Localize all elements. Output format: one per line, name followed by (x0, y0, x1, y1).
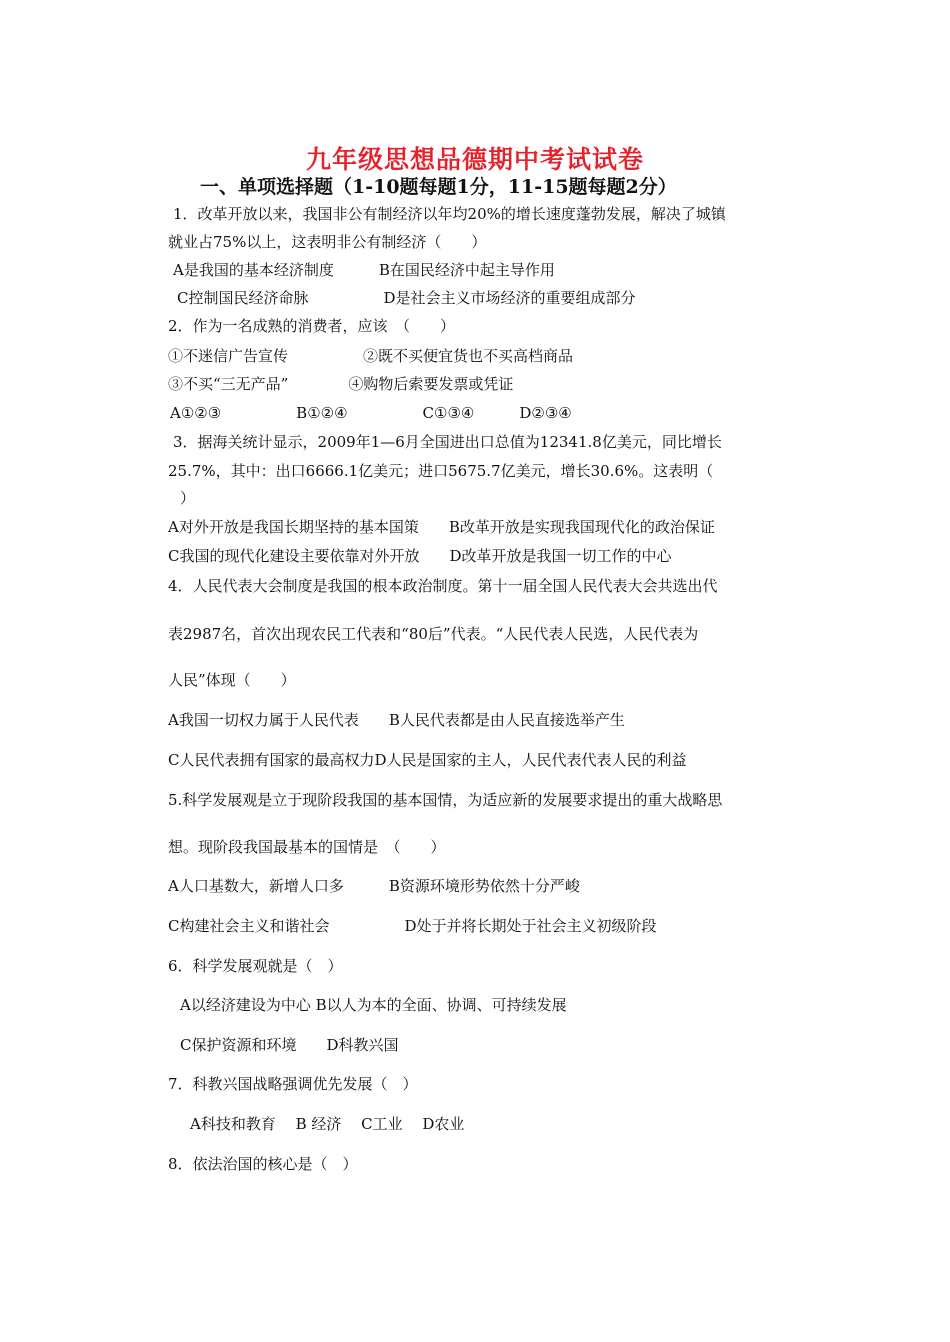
q4-stem-line2: 表2987名，首次出现农民工代表和“80后”代表。“人民代表人民选，人民代表为 (168, 625, 699, 643)
q2-options: A①②③ B①②④ C①③④ D②③④ (170, 404, 572, 422)
q3-stem-line2: 25.7%，其中：出口6666.1亿美元；进口5675.7亿美元，增长30.6%。这表明（ (168, 462, 714, 480)
q5-stem-line1: 5.科学发展观是立于现阶段我国的基本国情，为适应新的发展要求提出的重大战略思 (168, 791, 723, 809)
q6-options-cd: C保护资源和环境 D科教兴国 (180, 1036, 399, 1054)
q2-stem: 2．作为一名成熟的消费者，应该 （ ） (168, 317, 456, 335)
q4-stem-line3: 人民”体现（ ） (168, 671, 296, 689)
q3-stem-line3: ） (180, 489, 196, 507)
q5-stem-line2: 想。现阶段我国最基本的国情是 （ ） (168, 838, 446, 856)
q1-options-ab: A是我国的基本经济制度 B在国民经济中起主导作用 (173, 261, 555, 279)
q7-stem: 7．科教兴国战略强调优先发展（ ） (168, 1075, 418, 1093)
q3-options-cd: C我国的现代化建设主要依靠对外开放 D改革开放是我国一切工作的中心 (168, 547, 672, 565)
q6-stem: 6．科学发展观就是（ ） (168, 957, 343, 975)
q1-options-cd: C控制国民经济命脉 D是社会主义市场经济的重要组成部分 (177, 289, 636, 307)
q5-options-cd: C构建社会主义和谐社会 D处于并将长期处于社会主义初级阶段 (168, 917, 657, 935)
exam-title: 九年级思想品德期中考试试卷 (305, 145, 644, 174)
q5-options-ab: A人口基数大，新增人口多 B资源环境形势依然十分严峻 (168, 877, 580, 895)
q1-stem-line1: 1．改革开放以来，我国非公有制经济以年均20%的增长速度蓬勃发展，解决了城镇 (173, 205, 726, 223)
section-heading: 一、单项选择题（1-10题每题1分，11-15题每题2分） (200, 176, 677, 198)
q1-stem-line2: 就业占75%以上，这表明非公有制经济（ ） (168, 233, 487, 251)
q6-options-ab: A以经济建设为中心 B以人为本的全面、协调、可持续发展 (180, 996, 567, 1014)
q8-stem: 8．依法治国的核心是（ ） (168, 1155, 358, 1173)
q3-stem-line1: 3．据海关统计显示，2009年1—6月全国进出口总值为12341.8亿美元，同比增长 (173, 433, 722, 451)
q2-items-34: ③不买“三无产品” ④购物后索要发票或凭证 (168, 375, 514, 393)
q2-items-12: ①不迷信广告宣传 ②既不买便宜货也不买高档商品 (168, 347, 574, 365)
q4-options-cd: C人民代表拥有国家的最高权力D人民是国家的主人，人民代表代表人民的利益 (168, 751, 687, 769)
q3-options-ab: A对外开放是我国长期坚持的基本国策 B改革开放是实现我国现代化的政治保证 (168, 518, 715, 536)
q4-stem-line1: 4．人民代表大会制度是我国的根本政治制度。第十一届全国人民代表大会共选出代 (168, 577, 718, 595)
q4-options-ab: A我国一切权力属于人民代表 B人民代表都是由人民直接选举产生 (168, 711, 625, 729)
q7-options: A科技和教育 B 经济 C工业 D农业 (190, 1115, 465, 1133)
